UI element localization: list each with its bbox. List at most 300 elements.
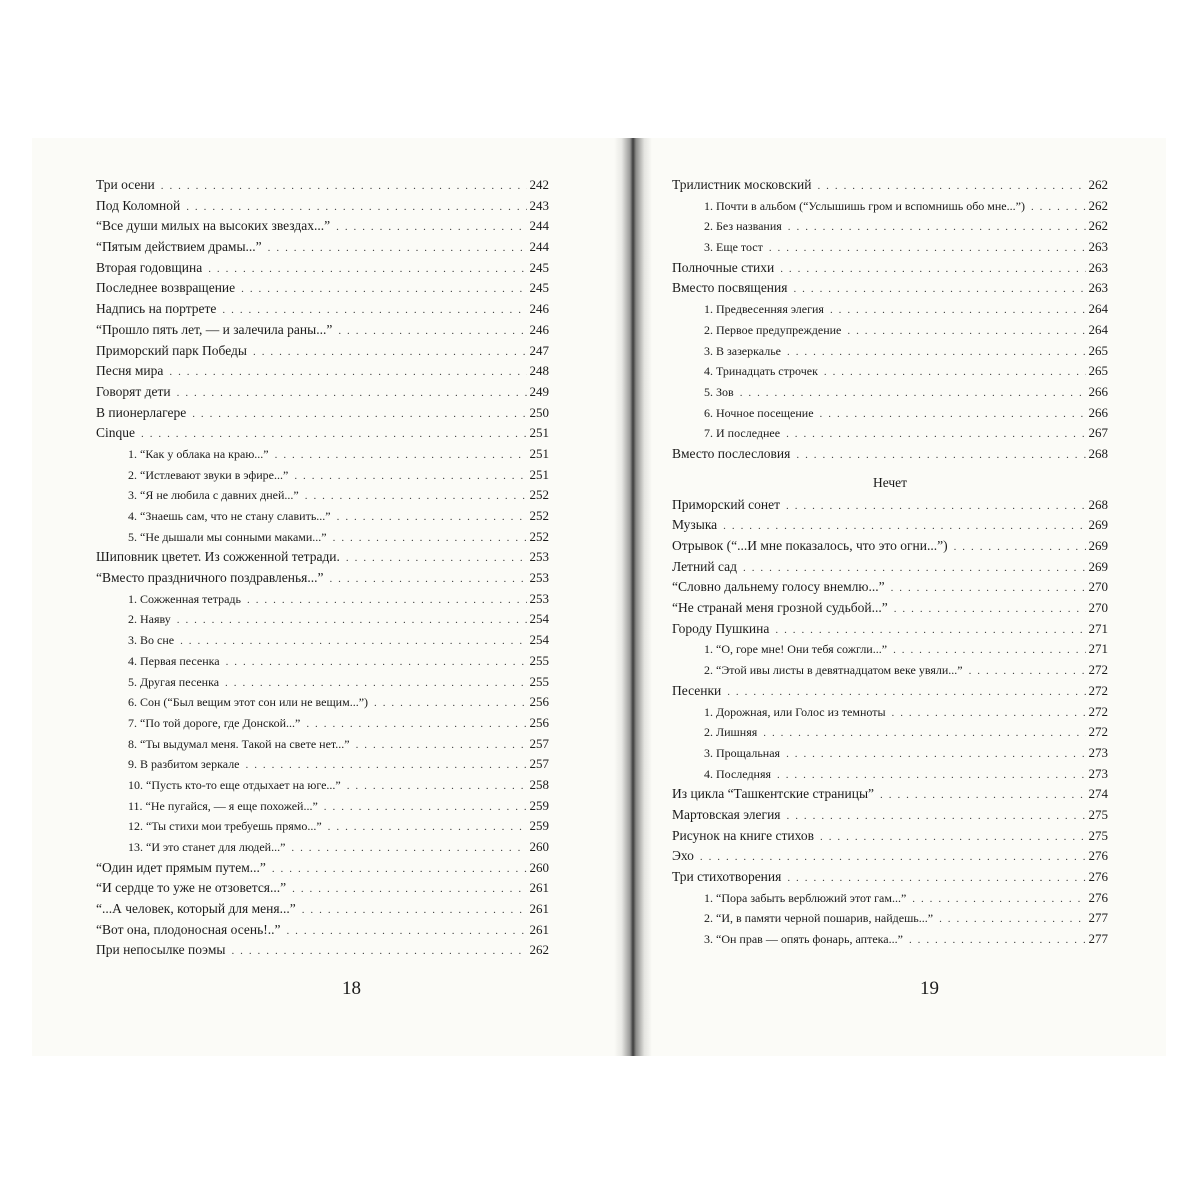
dot-leader [775,624,1085,636]
entry-title: “Вместо праздничного поздравленья...” [96,570,324,586]
entry-title: 1. “О, горе мне! Они тебя сожгли...” [704,642,888,657]
toc-subentry [672,301,1108,322]
entry-title: Три осени [96,177,155,192]
entry-title: Вместо посвящения [672,280,788,296]
toc-subentry [96,529,549,550]
entry-title: Мартовская элегия [672,806,781,822]
toc-subentry [96,818,549,839]
entry-title: Песня мира [96,363,164,379]
toc-entry [672,869,1108,890]
entry-page-number: 262 [1088,197,1108,213]
toc-list-left [96,177,549,963]
dot-leader [347,780,527,792]
entry-title: “Не странай меня грозной судьбой...” [672,600,888,616]
dot-leader [786,428,1085,440]
dot-leader [169,366,526,378]
entry-page-number: 261 [529,901,549,917]
entry-title: 3. В зазеркалье [704,343,782,358]
entry-page-number: 257 [529,735,549,751]
dot-leader [292,883,526,895]
dot-leader [777,769,1085,781]
dot-leader [336,221,526,233]
entry-title: “Словно дальнему голосу внемлю...” [672,579,885,595]
entry-title: 1. Дорожная, или Голос из темноты [704,704,886,719]
toc-entry [96,280,549,301]
entry-title: 10. “Пусть кто-то еще отдыхает на юге...” [128,777,341,792]
entry-page-number: 263 [1088,280,1108,296]
toc-subentry [672,704,1108,725]
entry-page-number: 268 [1088,445,1108,461]
toc-subentry [672,198,1108,219]
dot-leader [253,346,527,358]
entry-title: Полночные стихи [672,259,775,275]
dot-leader [893,644,1085,656]
entry-page-number: 258 [529,776,549,792]
toc-list-right [672,177,1108,952]
open-book [32,138,1166,1056]
entry-title: 5. Другая песенка [128,674,220,689]
dot-leader [346,552,527,564]
entry-page-number: 257 [529,756,549,772]
toc-subentry [96,756,549,777]
entry-page-number: 252 [529,487,549,503]
entry-title: Из цикла “Ташкентские страницы” [672,786,875,802]
entry-title: 11. “Не пугайся, — я еще похожей...” [128,798,318,813]
toc-subentry [96,674,549,695]
entry-title: 9. В разбитом зеркале [128,757,240,772]
toc-entry [96,301,549,322]
book-gutter [614,138,652,1056]
entry-title: Летний сад [672,558,738,574]
dot-leader [969,665,1086,677]
toc-subentry [672,239,1108,260]
entry-title: 2. “И, в памяти черной пошарив, найдешь...” [704,911,934,926]
toc-subentry [96,715,549,736]
entry-title: 3. “Он прав — опять фонарь, аптека...” [704,932,903,947]
entry-title: 7. И последнее [704,426,781,441]
entry-page-number: 269 [1088,538,1108,553]
entry-title: 13. “И это станет для людей...” [128,840,286,854]
entry-page-number: 261 [529,880,549,896]
dot-leader [247,594,526,606]
entry-page-number: 272 [1088,724,1108,740]
toc-entry [96,570,549,591]
entry-page-number: 272 [1088,662,1108,678]
entry-title: “Прошло пять лет, — и залечила раны...” [96,321,333,337]
entry-page-number: 245 [529,259,549,275]
entry-title: 3. “Я не любила с давних дней...” [128,488,299,503]
toc-subentry [672,641,1108,662]
page-number-right: 19 [920,978,939,999]
dot-leader [780,263,1085,275]
entry-title: Cinque [96,425,135,441]
entry-page-number: 270 [1088,579,1108,595]
dot-leader [337,511,527,523]
entry-title: 1. Предвесенняя элегия [704,302,824,317]
dot-leader [892,707,1086,719]
entry-title: 2. Лишняя [704,725,758,740]
entry-page-number: 271 [1088,620,1108,636]
entry-title: 4. “Знаешь сам, что не стану славить...” [128,509,331,523]
dot-leader [787,346,1085,358]
entry-page-number: 275 [1088,827,1108,843]
dot-leader [786,748,1085,760]
toc-entry [96,425,549,446]
toc-subentry [96,736,549,757]
entry-title: 3. Еще тост [704,240,763,255]
toc-entry [672,579,1108,600]
dot-leader [817,180,1085,192]
entry-title: 2. “Истлевают звуки в эфире...” [128,467,289,482]
toc-subentry [96,508,549,529]
toc-entry [672,517,1108,538]
section-heading: Нечет [872,474,908,490]
entry-page-number: 265 [1088,363,1108,379]
entry-page-number: 250 [529,404,549,420]
entry-title: Вторая годовщина [96,259,203,275]
entry-title: 3. Прощальная [704,745,781,760]
toc-subentry [672,405,1108,426]
entry-page-number: 268 [1088,496,1108,512]
entry-title: 2. “Этой ивы листы в девятнадцатом веке увяли...” [704,663,963,678]
dot-leader [374,697,526,709]
entry-page-number: 254 [529,632,549,648]
entry-page-number: 246 [529,301,549,317]
entry-page-number: 273 [1088,765,1108,781]
toc-entry [672,280,1108,301]
dot-leader [727,686,1085,698]
entry-page-number: 260 [529,839,549,854]
entry-title: 2. Наяву [128,612,171,627]
toc-subentry [672,662,1108,683]
dot-leader [909,934,1086,946]
dot-leader [894,603,1086,615]
dot-leader [306,718,526,730]
entry-page-number: 255 [529,673,549,689]
toc-entry [96,942,549,963]
dot-leader [769,242,1086,254]
toc-subentry [672,384,1108,405]
toc-subentry [672,218,1108,239]
entry-page-number: 247 [529,342,549,358]
toc-subentry [96,839,549,860]
entry-page-number: 276 [1088,848,1108,864]
toc-entry [672,177,1108,198]
entry-title: Шиповник цветет. Из сожженной тетради. [96,549,340,565]
entry-title: 6. Ночное посещение [704,405,814,420]
dot-leader [272,863,527,875]
toc-entry [672,260,1108,281]
entry-title: 3. Во сне [128,633,175,648]
toc-entry [96,384,549,405]
toc-subentry [96,487,549,508]
toc-subentry [672,425,1108,446]
entry-page-number: 264 [1088,321,1108,337]
entry-page-number: 273 [1088,744,1108,760]
toc-entry [672,497,1108,518]
toc-subentry [672,343,1108,364]
dot-leader [763,727,1085,739]
toc-entry [96,218,549,239]
entry-title: 12. “Ты стихи мои требуешь прямо...” [128,819,322,834]
entry-title: 5. Зов [704,384,734,399]
dot-leader [291,842,526,854]
entry-page-number: 251 [529,466,549,482]
entry-title: 4. Последняя [704,766,772,781]
toc-subentry [96,632,549,653]
toc-entry [96,198,549,219]
dot-leader [740,387,1086,399]
toc-subentry [672,363,1108,384]
entry-page-number: 246 [529,321,549,337]
entry-page-number: 251 [529,445,549,461]
dot-leader [231,945,526,957]
entry-title: В пионерлагере [96,404,187,420]
entry-title: Говорят дети [96,383,171,399]
toc-entry [672,559,1108,580]
entry-title: Под Коломной [96,197,181,213]
entry-page-number: 249 [529,383,549,399]
dot-leader [824,366,1086,378]
entry-title: При непосылке поэмы [96,942,226,958]
entry-title: “Все души милых на высоких звездах...” [96,218,331,234]
entry-title: 5. “Не дышали мы сонными маками...” [128,529,327,544]
entry-page-number: 263 [1088,239,1108,255]
dot-leader [161,180,527,192]
page-number-left: 18 [342,978,361,999]
dot-leader [177,387,527,399]
toc-subentry [96,446,549,467]
dot-leader [743,562,1085,574]
toc-entry [96,549,549,570]
entry-title: Музыка [672,517,718,533]
entry-title: Городу Пушкина [672,620,770,636]
entry-title: 2. Без названия [704,219,782,234]
entry-page-number: 261 [529,921,549,937]
entry-page-number: 252 [529,508,549,523]
entry-title: “...А человек, который для меня...” [96,901,296,917]
dot-leader [912,893,1085,905]
entry-title: 1. Сожженная тетрадь [128,591,242,606]
toc-subentry [672,745,1108,766]
entry-title: Эхо [672,848,694,864]
dot-leader [788,221,1086,233]
entry-page-number: 244 [529,239,549,255]
entry-title: Три стихотворения [672,869,782,884]
entry-title: 8. “Ты выдумал меня. Такой на свете нет...” [128,736,350,751]
entry-page-number: 262 [1088,177,1108,192]
toc-entry [96,922,549,943]
toc-entry [96,880,549,901]
entry-title: Трилистник московский [672,177,812,192]
dot-leader [787,810,1086,822]
entry-page-number: 262 [1088,218,1108,234]
entry-title: 4. Первая песенка [128,653,220,668]
entry-page-number: 260 [529,859,549,875]
entry-page-number: 269 [1088,558,1108,574]
toc-subentry [96,591,549,612]
toc-entry [672,828,1108,849]
toc-subentry [96,777,549,798]
dot-leader [208,263,526,275]
dot-leader [246,759,527,771]
entry-title: 2. Первое предупреждение [704,322,842,337]
dot-leader [286,925,526,937]
toc-entry [672,848,1108,869]
toc-subentry [96,467,549,488]
dot-leader [954,541,1086,553]
toc-subentry [96,653,549,674]
entry-title: Последнее возвращение [96,280,236,296]
entry-page-number: 263 [1088,259,1108,275]
dot-leader [268,242,527,254]
dot-leader [275,449,527,461]
entry-page-number: 269 [1088,517,1108,533]
entry-title: 4. Тринадцать строчек [704,364,818,379]
entry-title: Приморский парк Победы [96,342,247,358]
dot-leader [880,789,1085,801]
dot-leader [302,904,527,916]
dot-leader [241,283,526,295]
dot-leader [226,656,527,668]
entry-title: “Вот она, плодоносная осень!..” [96,921,281,937]
dot-leader [141,428,527,440]
entry-page-number: 248 [529,363,549,379]
dot-leader [939,913,1085,925]
entry-page-number: 255 [529,652,549,668]
dot-leader [786,500,1086,512]
dot-leader [186,201,526,213]
entry-page-number: 272 [1088,682,1108,698]
entry-title: Надпись на портрете [96,301,217,317]
dot-leader [294,470,526,482]
entry-page-number: 267 [1088,425,1108,441]
dot-leader [324,801,527,813]
right-page [652,138,1166,1056]
entry-page-number: 256 [529,694,549,710]
entry-title: 1. Почти в альбом (“Услышишь гром и вспомнишь обо мне...”) [704,198,1025,213]
entry-title: 6. Сон (“Был вещим этот сон или не вещим...”) [128,695,369,710]
dot-leader [328,821,527,833]
entry-page-number: 254 [529,611,549,627]
toc-entry [96,343,549,364]
dot-leader [180,635,526,647]
toc-entry [96,239,549,260]
entry-page-number: 266 [1088,383,1108,399]
entry-title: Приморский сонет [672,496,780,512]
dot-leader [225,677,526,689]
toc-subentry [672,931,1108,952]
entry-page-number: 274 [1088,786,1108,802]
dot-leader [338,325,526,337]
toc-entry [96,405,549,426]
entry-title: “Пятым действием драмы...” [96,239,262,255]
toc-entry [672,683,1108,704]
dot-leader [1031,201,1086,213]
dot-leader [333,532,527,544]
entry-title: Отрывок (“...И мне показалось, что это огни...”) [672,538,948,553]
toc-subentry [672,766,1108,787]
toc-subentry [96,694,549,715]
entry-page-number: 259 [529,797,549,813]
entry-page-number: 253 [529,590,549,606]
toc-entry [96,177,549,198]
toc-subentry [672,910,1108,931]
entry-title: “И сердце то уже не отзовется...” [96,880,287,896]
toc-entry [96,322,549,343]
left-page [32,138,614,1056]
toc-entry [96,901,549,922]
entry-page-number: 262 [529,942,549,958]
toc-entry [96,363,549,384]
entry-page-number: 251 [529,425,549,441]
entry-page-number: 244 [529,218,549,234]
dot-leader [700,851,1086,863]
entry-title: 1. “Как у облака на краю...” [128,446,269,461]
toc-entry [672,538,1108,559]
entry-title: “Один идет прямым путем...” [96,859,266,875]
entry-title: 7. “По той дороге, где Донской...” [128,715,301,730]
entry-title: Вместо послесловия [672,445,791,461]
toc-entry [672,446,1108,467]
dot-leader [820,408,1086,420]
entry-title: Рисунок на книге стихов [672,827,815,843]
entry-page-number: 271 [1088,641,1108,657]
entry-page-number: 277 [1088,931,1108,947]
entry-page-number: 243 [529,197,549,213]
dot-leader [787,872,1085,884]
toc-subentry [96,798,549,819]
dot-leader [305,490,527,502]
dot-leader [723,520,1085,532]
toc-entry [96,260,549,281]
entry-page-number: 253 [529,570,549,586]
dot-leader [796,449,1085,461]
entry-page-number: 264 [1088,301,1108,317]
toc-entry [672,621,1108,642]
dot-leader [891,582,1086,594]
toc-entry [672,807,1108,828]
entry-page-number: 253 [529,549,549,565]
entry-title: Песенки [672,682,722,698]
dot-leader [356,739,527,751]
entry-page-number: 245 [529,280,549,296]
entry-page-number: 277 [1088,910,1108,926]
dot-leader [793,283,1085,295]
dot-leader [329,573,526,585]
entry-page-number: 276 [1088,889,1108,905]
dot-leader [830,304,1086,316]
entry-page-number: 265 [1088,342,1108,358]
dot-leader [192,408,526,420]
entry-page-number: 270 [1088,600,1108,616]
dot-leader [847,325,1085,337]
entry-title: 1. “Пора забыть верблюжий этот гам...” [704,890,907,905]
dot-leader [177,614,527,626]
entry-page-number: 256 [529,714,549,730]
toc-entry [672,786,1108,807]
entry-page-number: 259 [529,818,549,834]
entry-page-number: 266 [1088,404,1108,420]
dot-leader [222,304,526,316]
toc-subentry [672,322,1108,343]
entry-page-number: 242 [529,177,549,192]
toc-subentry [96,611,549,632]
entry-page-number: 276 [1088,869,1108,884]
toc-entry [96,860,549,881]
toc-subentry [672,890,1108,911]
entry-page-number: 272 [1088,703,1108,719]
